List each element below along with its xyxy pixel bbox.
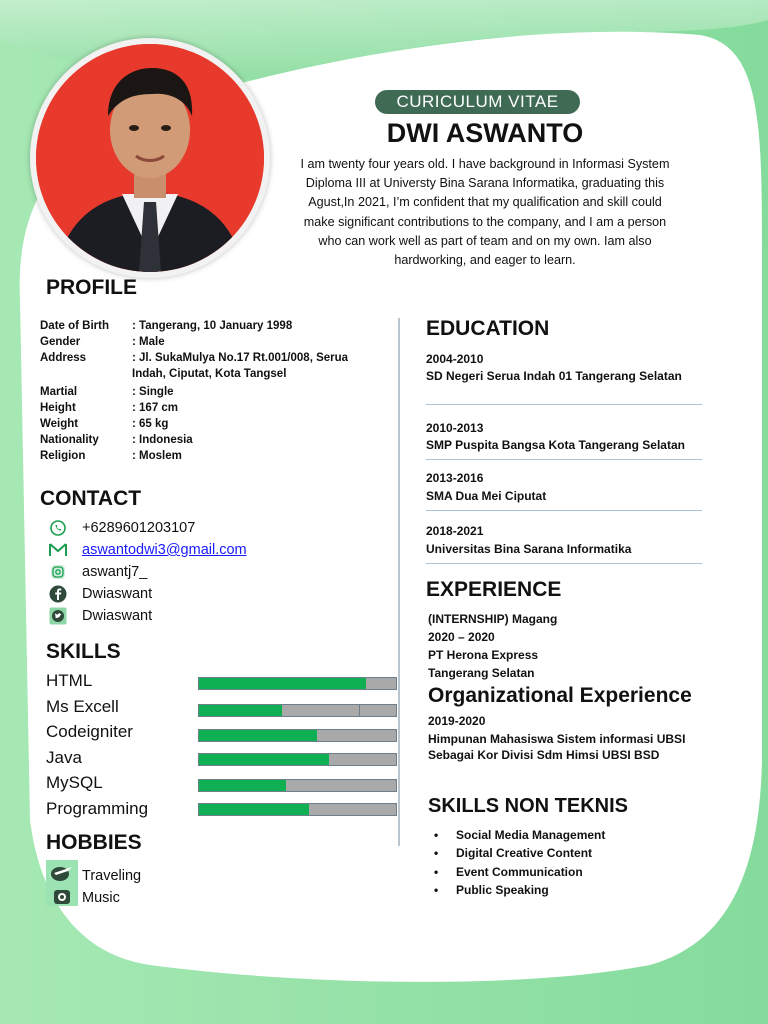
- experience-period: 2020 – 2020: [428, 630, 495, 644]
- summary-paragraph: I am twenty four years old. I have background in Informasi System Diploma III at Universty Bina Sarana Informatika, graduating this Agust,In 2021, I’m confident that my qualification and skill could make significant contributions to the company, and I am a person who can work well as part of team and on my own. Iam also hardworking, and eager to learn.: [300, 157, 670, 268]
- profile-value: : Male: [132, 336, 165, 348]
- list-item: • Digital Creative Content: [430, 844, 730, 862]
- profile-row: [40, 384, 390, 400]
- skill-name: MySQL: [46, 773, 103, 792]
- profile-row: [40, 350, 390, 382]
- list-item: • Event Communication: [430, 863, 730, 881]
- education-heading: EDUCATION: [426, 317, 550, 340]
- skill-bar: [198, 803, 397, 816]
- skill-bar: [198, 753, 397, 766]
- skill-name: Ms Excell: [46, 697, 119, 716]
- profile-value: : Jl. SukaMulya No.17 Rt.001/008, Serua Indah, Ciputat, Kota Tangsel: [132, 352, 349, 380]
- profile-label: Height: [40, 402, 76, 414]
- skill-bar-divider: [359, 705, 360, 716]
- profile-row: [40, 318, 390, 334]
- education-years: 2018-2021: [426, 524, 484, 538]
- profile-value: : Tangerang, 10 January 1998: [132, 320, 293, 332]
- profile-label: Nationality: [40, 434, 99, 446]
- skill-bar-fill: [199, 754, 329, 765]
- skills-heading: SKILLS: [46, 640, 121, 663]
- education-school: Universitas Bina Sarana Informatika: [426, 542, 632, 556]
- contact-instagram: [48, 561, 247, 583]
- hobby-label: Traveling: [82, 868, 142, 884]
- contact-facebook: [48, 583, 247, 605]
- education-years: 2013-2016: [426, 471, 484, 485]
- skill-name: Java: [46, 748, 82, 767]
- mail-icon: [48, 540, 68, 560]
- list-item: • Social Media Management: [430, 826, 730, 844]
- separator-line: [426, 563, 702, 564]
- skill-bar-fill: [199, 780, 286, 791]
- profile-row: [40, 400, 390, 416]
- person-name: DWI ASWANTO: [386, 118, 584, 148]
- education-years: 2010-2013: [426, 421, 484, 435]
- facebook-icon: [48, 584, 68, 604]
- facebook-name: Dwiaswant: [82, 586, 153, 602]
- skill-name: Codeigniter: [46, 722, 133, 741]
- experience-location: Tangerang Selatan: [428, 666, 535, 680]
- list-item: • Public Speaking: [430, 881, 730, 899]
- contact-heading: CONTACT: [40, 487, 142, 510]
- education-school: SMA Dua Mei Ciputat: [426, 489, 547, 503]
- hobbies-heading: HOBBIES: [46, 831, 142, 854]
- experience-heading: EXPERIENCE: [426, 578, 562, 601]
- skill-bar-fill: [199, 804, 309, 815]
- profile-value: : 65 kg: [132, 418, 169, 430]
- profile-label: Gender: [40, 336, 81, 348]
- profile-value: : 167 cm: [132, 402, 179, 414]
- contact-email: [48, 539, 247, 561]
- experience-company: PT Herona Express: [428, 648, 539, 662]
- organization-role: Sebagai Kor Divisi Sdm Himsi UBSI BSD: [428, 748, 660, 762]
- skill-bar: [198, 779, 397, 792]
- profile-heading: PROFILE: [46, 276, 138, 299]
- profile-value: : Moslem: [132, 450, 182, 462]
- separator-line: [426, 510, 702, 511]
- profile-label: Address: [40, 352, 87, 364]
- twitter-name: Dwiaswant: [82, 608, 153, 624]
- skill-bar: [198, 677, 397, 690]
- skill-bar-fill: [199, 678, 366, 689]
- twitter-icon: [48, 606, 68, 626]
- non-technical-skills-list: [430, 826, 730, 899]
- email-link[interactable]: aswantodwi3@gmail.com: [82, 542, 247, 558]
- hobby-label: Music: [82, 890, 120, 906]
- profile-value: : Single: [132, 386, 174, 398]
- profile-row: [40, 334, 390, 350]
- organization-name: Himpunan Mahasiswa Sistem informasi UBSI: [428, 732, 686, 746]
- whatsapp-icon: [48, 518, 68, 538]
- experience-role: (INTERNSHIP) Magang: [428, 612, 558, 626]
- separator-line: [426, 459, 702, 460]
- profile-row: [40, 448, 390, 464]
- profile-label: Religion: [40, 450, 86, 462]
- profile-label: Weight: [40, 418, 79, 430]
- profile-row: [40, 416, 390, 432]
- contact-twitter: [48, 605, 247, 627]
- education-years: 2004-2010: [426, 352, 484, 366]
- education-school: SD Negeri Serua Indah 01 Tangerang Selatan: [426, 369, 682, 383]
- profile-value: : Indonesia: [132, 434, 193, 446]
- separator-line: [426, 404, 702, 405]
- skill-bar-fill: [199, 730, 317, 741]
- phone-number: +6289601203107: [82, 520, 196, 536]
- person-portrait-icon: [36, 44, 264, 272]
- skill-bar: [198, 729, 397, 742]
- contact-list: [48, 517, 247, 627]
- instagram-icon: [48, 562, 68, 582]
- profile-label: Martial: [40, 386, 78, 398]
- instagram-handle: aswantj7_: [82, 564, 148, 580]
- skill-name: Programming: [46, 799, 149, 818]
- skill-name: HTML: [46, 671, 93, 690]
- profile-label: Date of Birth: [40, 320, 109, 332]
- column-divider: [398, 318, 400, 846]
- music-icon: [46, 886, 78, 911]
- organizational-heading: Organizational Experience: [428, 684, 692, 707]
- skill-bar-fill: [199, 705, 282, 716]
- contact-phone: [48, 517, 247, 539]
- cv-title-badge: CURICULUM VITAE: [375, 90, 580, 114]
- profile-photo: [30, 38, 270, 278]
- profile-row: [40, 432, 390, 448]
- profile-table: [40, 318, 390, 464]
- organization-period: 2019-2020: [428, 714, 486, 728]
- skill-bar: [198, 704, 397, 717]
- non-technical-skills-heading: SKILLS NON TEKNIS: [428, 795, 629, 817]
- education-school: SMP Puspita Bangsa Kota Tangerang Selatan: [426, 438, 685, 452]
